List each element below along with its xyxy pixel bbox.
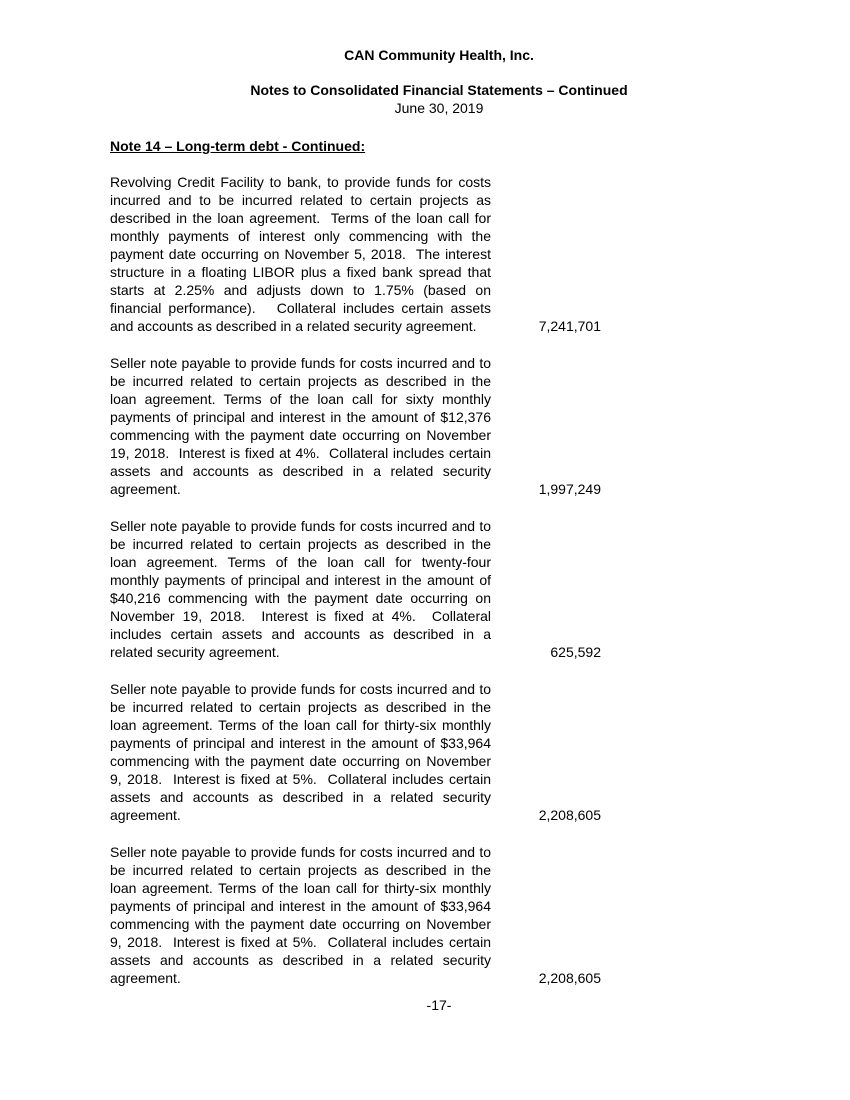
debt-item-row [110,517,768,661]
document-date: June 30, 2019 [394,100,484,116]
debt-description: Revolving Credit Facility to bank, to provide funds for costs incurred and to be incurred related to certain projects as described in the loan agreement. Terms of the loan call for monthly payments of interest only commencing with the payment date occurring on November 5, 2018. The interest structure in a floating LIBOR plus a fixed bank spread that starts at 2.25% and adjusts down to 1.75% (based on financial performance). Collateral includes certain assets and accounts as described in a related security agreement. [110,174,495,334]
debt-description: Seller note payable to provide funds for costs incurred and to be incurred related to certain projects as described in the loan agreement. Terms of the loan call for thirty-six monthly payments of principal and interest in the amount of $33,964 commencing with the payment date occurring on November 9, 2018. Interest is fixed at 5%. Collateral includes certain assets and accounts as described in a related security agreement. [110,681,495,823]
debt-description: Seller note payable to provide funds for costs incurred and to be incurred related to certain projects as described in the loan agreement. Terms of the loan call for twenty-four monthly payments of principal and interest in the amount of $40,216 commencing with the payment date occurring on November 19, 2018. Interest is fixed at 4%. Collateral includes certain assets and accounts as described in a related security agreement. [110,518,495,660]
debt-item-row [110,173,768,335]
debt-description: Seller note payable to provide funds for costs incurred and to be incurred related to certain projects as described in the loan agreement. Terms of the loan call for thirty-six monthly payments of principal and interest in the amount of $33,964 commencing with the payment date occurring on November 9, 2018. Interest is fixed at 5%. Collateral includes certain assets and accounts as described in a related security agreement. [110,844,495,986]
section-heading: Note 14 – Long-term debt - Continued: [110,138,366,154]
debt-amount: 2,208,605 [538,970,601,986]
page-number: -17- [426,997,452,1013]
document-title: Notes to Consolidated Financial Statements – Continued [250,82,628,98]
debt-amount: 2,208,605 [538,807,601,823]
debt-amount: 7,241,701 [538,318,601,334]
debt-item-row [110,354,768,498]
debt-item-row [110,680,768,824]
document-header [110,46,768,117]
debt-amount: 1,997,249 [538,481,601,497]
debt-amount: 625,592 [550,644,601,660]
company-name: CAN Community Health, Inc. [344,47,534,63]
debt-item-row [110,843,768,987]
debt-description: Seller note payable to provide funds for costs incurred and to be incurred related to certain projects as described in the loan agreement. Terms of the loan call for sixty monthly payments of principal and interest in the amount of $12,376 commencing with the payment date occurring on November 19, 2018. Interest is fixed at 4%. Collateral includes certain assets and accounts as described in a related security agreement. [110,355,495,497]
